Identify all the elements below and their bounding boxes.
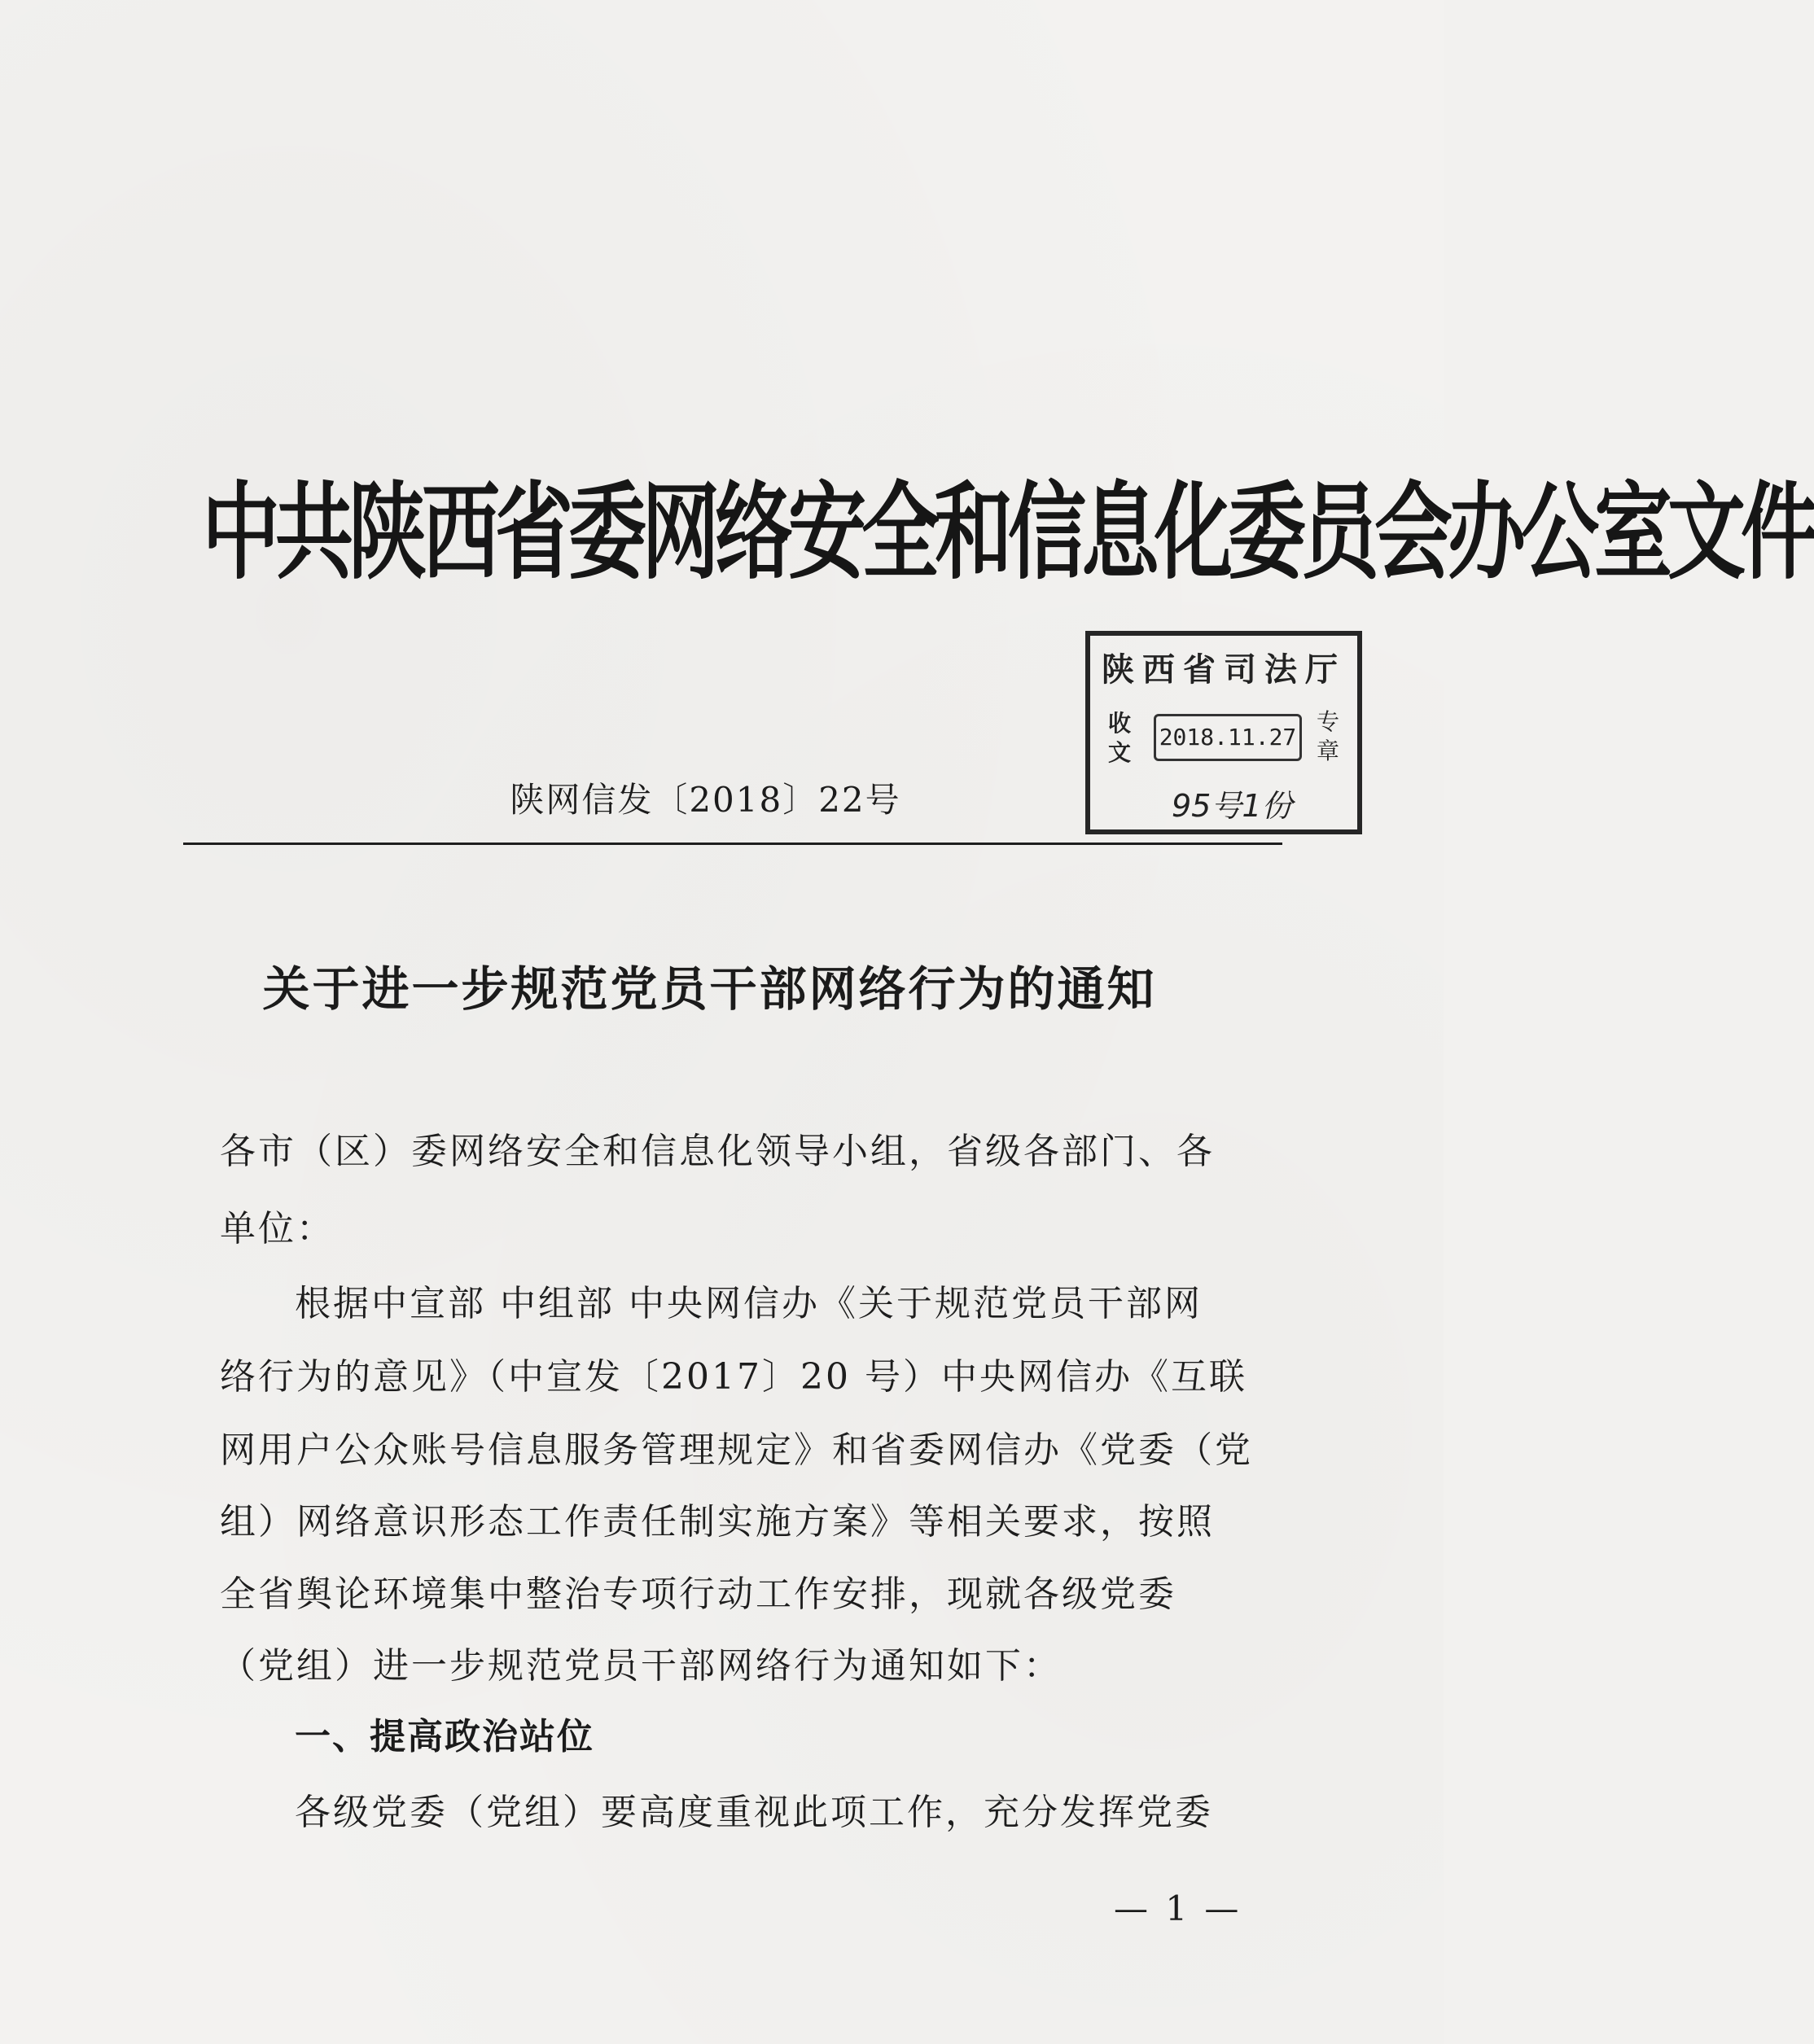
addressee-line-1: 各市（区）委网络安全和信息化领导小组，省级各部门、各	[220, 1131, 1215, 1172]
body-line-2: 络行为的意见》（中宣发〔2017〕20 号）中央网信办《互联	[220, 1356, 1247, 1398]
document-number: 陕网信发〔2018〕22号	[510, 780, 901, 820]
stamp-organization: 陕西省司法厅	[1102, 651, 1346, 689]
stamp-handwritten-number: 95号1份	[1172, 788, 1293, 824]
stamp-date: 2018.11.27	[1154, 714, 1302, 761]
notice-title: 关于进一步规范党员干部网络行为的通知	[262, 961, 1157, 1017]
body-line-4: 组）网络意识形态工作责任制实施方案》等相关要求，按照	[220, 1501, 1215, 1543]
stamp-special-label: 专章	[1317, 708, 1340, 764]
body-line-6: （党组）进一步规范党员干部网络行为通知如下：	[220, 1645, 1062, 1687]
section-1-heading: 一、提高政治站位	[295, 1716, 594, 1757]
stamp-receipt-label: 收文	[1108, 710, 1132, 766]
header-divider	[183, 843, 1282, 845]
section-1-line-1: 各级党委（党组）要高度重视此项工作，充分发挥党委	[295, 1792, 1213, 1833]
body-line-1: 根据中宣部 中组部 中央网信办《关于规范党员干部网	[295, 1283, 1203, 1324]
addressee-line-2: 单位：	[220, 1208, 335, 1250]
body-line-5: 全省舆论环境集中整治专项行动工作安排，现就各级党委	[220, 1573, 1176, 1615]
body-line-3: 网用户公众账号信息服务管理规定》和省委网信办《党委（党	[220, 1429, 1253, 1471]
page-number: — 1 —	[1114, 1889, 1242, 1928]
issuing-organization-title: 中共陕西省委网络安全和信息化委员会办公室文件	[202, 471, 1814, 594]
